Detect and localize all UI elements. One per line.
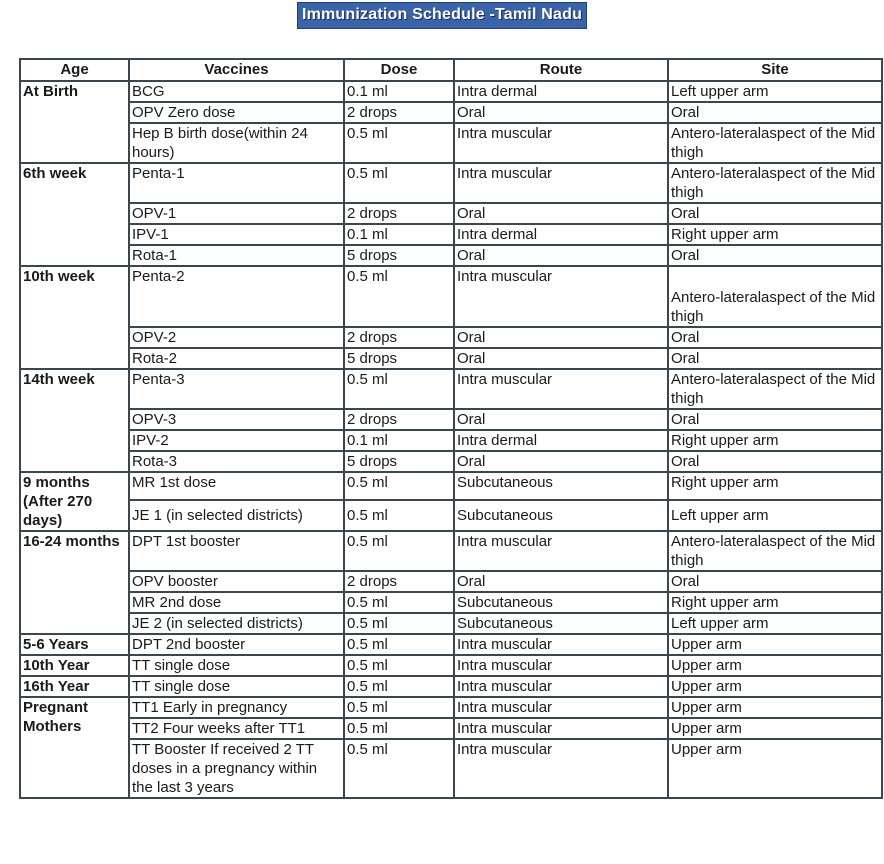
vaccine-cell: Penta-1 <box>129 163 344 203</box>
route-cell: Oral <box>454 245 668 266</box>
route-cell: Intra muscular <box>454 369 668 409</box>
site-cell: Oral <box>668 203 882 224</box>
site-cell: Upper arm <box>668 655 882 676</box>
header-row <box>20 59 882 81</box>
table-row <box>20 245 882 266</box>
route-cell: Intra muscular <box>454 655 668 676</box>
dose-cell: 0.5 ml <box>344 123 454 163</box>
site-cell: Oral <box>668 571 882 592</box>
vaccine-cell: OPV-1 <box>129 203 344 224</box>
site-cell: Right upper arm <box>668 430 882 451</box>
vaccine-cell: IPV-2 <box>129 430 344 451</box>
table-row <box>20 676 882 697</box>
table-row <box>20 430 882 451</box>
site-cell: Oral <box>668 409 882 430</box>
age-cell: 9 months (After 270 days) <box>20 472 129 531</box>
table-row <box>20 571 882 592</box>
vaccine-cell: JE 1 (in selected districts) <box>129 500 344 531</box>
vaccine-cell: OPV-3 <box>129 409 344 430</box>
table-row <box>20 409 882 430</box>
dose-cell: 0.5 ml <box>344 676 454 697</box>
dose-cell: 2 drops <box>344 203 454 224</box>
vaccine-cell: DPT 2nd booster <box>129 634 344 655</box>
vaccine-cell: OPV booster <box>129 571 344 592</box>
route-cell: Oral <box>454 348 668 369</box>
dose-cell: 0.5 ml <box>344 472 454 500</box>
title-container <box>0 0 884 29</box>
route-cell: Subcutaneous <box>454 613 668 634</box>
route-cell: Subcutaneous <box>454 500 668 531</box>
age-cell: 10th week <box>20 266 129 369</box>
dose-cell: 2 drops <box>344 571 454 592</box>
table-row <box>20 327 882 348</box>
route-cell: Intra dermal <box>454 224 668 245</box>
age-cell: 14th week <box>20 369 129 472</box>
table-row <box>20 472 882 500</box>
age-cell: Pregnant Mothers <box>20 697 129 798</box>
table-row <box>20 163 882 203</box>
dose-cell: 0.1 ml <box>344 430 454 451</box>
table-row <box>20 123 882 163</box>
route-cell: Oral <box>454 327 668 348</box>
dose-cell: 0.1 ml <box>344 224 454 245</box>
route-cell: Intra muscular <box>454 697 668 718</box>
table-header <box>20 59 882 81</box>
route-cell: Intra muscular <box>454 676 668 697</box>
dose-cell: 0.5 ml <box>344 613 454 634</box>
table-row <box>20 203 882 224</box>
vaccine-cell: Penta-3 <box>129 369 344 409</box>
vaccine-cell: TT single dose <box>129 676 344 697</box>
site-cell: Upper arm <box>668 676 882 697</box>
vaccine-cell: OPV-2 <box>129 327 344 348</box>
site-cell: Left upper arm <box>668 81 882 102</box>
table-row <box>20 613 882 634</box>
vaccine-cell: Rota-1 <box>129 245 344 266</box>
table-row <box>20 102 882 123</box>
column-header-age: Age <box>20 59 129 81</box>
site-cell: Oral <box>668 348 882 369</box>
table-body <box>20 81 882 798</box>
dose-cell: 0.5 ml <box>344 500 454 531</box>
route-cell: Intra muscular <box>454 266 668 327</box>
site-cell: Oral <box>668 451 882 472</box>
table-row <box>20 531 882 571</box>
dose-cell: 0.5 ml <box>344 531 454 571</box>
route-cell: Oral <box>454 451 668 472</box>
route-cell: Oral <box>454 203 668 224</box>
site-cell: Upper arm <box>668 718 882 739</box>
route-cell: Intra muscular <box>454 739 668 798</box>
site-cell: Right upper arm <box>668 224 882 245</box>
site-cell: Antero-lateralaspect of the Mid thigh <box>668 266 882 327</box>
column-header-vaccines: Vaccines <box>129 59 344 81</box>
dose-cell: 0.5 ml <box>344 739 454 798</box>
table-row <box>20 348 882 369</box>
table-row <box>20 500 882 531</box>
route-cell: Oral <box>454 409 668 430</box>
site-cell: Oral <box>668 102 882 123</box>
table-row <box>20 266 882 327</box>
site-cell: Upper arm <box>668 634 882 655</box>
table-row <box>20 697 882 718</box>
table-row <box>20 655 882 676</box>
route-cell: Intra muscular <box>454 531 668 571</box>
table-row <box>20 739 882 798</box>
site-cell: Antero-lateralaspect of the Mid thigh <box>668 531 882 571</box>
table-row <box>20 634 882 655</box>
table-row <box>20 224 882 245</box>
site-cell: Oral <box>668 327 882 348</box>
vaccine-cell: JE 2 (in selected districts) <box>129 613 344 634</box>
column-header-site: Site <box>668 59 882 81</box>
dose-cell: 0.5 ml <box>344 266 454 327</box>
vaccine-cell: TT1 Early in pregnancy <box>129 697 344 718</box>
dose-cell: 0.1 ml <box>344 81 454 102</box>
vaccine-cell: MR 2nd dose <box>129 592 344 613</box>
dose-cell: 0.5 ml <box>344 369 454 409</box>
vaccine-cell: TT2 Four weeks after TT1 <box>129 718 344 739</box>
vaccine-cell: DPT 1st booster <box>129 531 344 571</box>
vaccine-cell: OPV Zero dose <box>129 102 344 123</box>
site-cell: Antero-lateralaspect of the Mid thigh <box>668 369 882 409</box>
site-cell: Upper arm <box>668 697 882 718</box>
route-cell: Oral <box>454 102 668 123</box>
vaccine-cell: MR 1st dose <box>129 472 344 500</box>
route-cell: Intra muscular <box>454 634 668 655</box>
table-row <box>20 81 882 102</box>
dose-cell: 2 drops <box>344 102 454 123</box>
age-cell: 16-24 months <box>20 531 129 634</box>
site-cell: Oral <box>668 245 882 266</box>
site-cell: Left upper arm <box>668 500 882 531</box>
vaccine-cell: BCG <box>129 81 344 102</box>
route-cell: Intra dermal <box>454 81 668 102</box>
table-row <box>20 451 882 472</box>
site-cell: Upper arm <box>668 739 882 798</box>
site-cell: Antero-lateralaspect of the Mid thigh <box>668 123 882 163</box>
age-cell: 16th Year <box>20 676 129 697</box>
table-row <box>20 718 882 739</box>
vaccine-cell: Penta-2 <box>129 266 344 327</box>
dose-cell: 0.5 ml <box>344 718 454 739</box>
age-cell: 10th Year <box>20 655 129 676</box>
vaccine-cell: TT single dose <box>129 655 344 676</box>
age-cell: 6th week <box>20 163 129 266</box>
route-cell: Subcutaneous <box>454 592 668 613</box>
vaccine-cell: Hep B birth dose(within 24 hours) <box>129 123 344 163</box>
site-cell: Right upper arm <box>668 472 882 500</box>
site-cell: Antero-lateralaspect of the Mid thigh <box>668 163 882 203</box>
site-cell: Right upper arm <box>668 592 882 613</box>
route-cell: Intra muscular <box>454 163 668 203</box>
route-cell: Oral <box>454 571 668 592</box>
route-cell: Intra muscular <box>454 123 668 163</box>
dose-cell: 5 drops <box>344 245 454 266</box>
table-row <box>20 592 882 613</box>
dose-cell: 2 drops <box>344 409 454 430</box>
vaccine-cell: TT Booster If received 2 TT doses in a pregnancy within the last 3 years <box>129 739 344 798</box>
vaccine-cell: Rota-3 <box>129 451 344 472</box>
table-row <box>20 369 882 409</box>
age-cell: 5-6 Years <box>20 634 129 655</box>
dose-cell: 0.5 ml <box>344 634 454 655</box>
route-cell: Subcutaneous <box>454 472 668 500</box>
dose-cell: 5 drops <box>344 348 454 369</box>
dose-cell: 0.5 ml <box>344 697 454 718</box>
route-cell: Intra dermal <box>454 430 668 451</box>
column-header-dose: Dose <box>344 59 454 81</box>
dose-cell: 0.5 ml <box>344 163 454 203</box>
dose-cell: 0.5 ml <box>344 592 454 613</box>
vaccine-cell: IPV-1 <box>129 224 344 245</box>
dose-cell: 5 drops <box>344 451 454 472</box>
dose-cell: 2 drops <box>344 327 454 348</box>
vaccine-cell: Rota-2 <box>129 348 344 369</box>
page-title: Immunization Schedule -Tamil Nadu <box>297 2 587 29</box>
age-cell: At Birth <box>20 81 129 163</box>
route-cell: Intra muscular <box>454 718 668 739</box>
column-header-route: Route <box>454 59 668 81</box>
dose-cell: 0.5 ml <box>344 655 454 676</box>
immunization-table <box>19 58 883 799</box>
site-cell: Left upper arm <box>668 613 882 634</box>
